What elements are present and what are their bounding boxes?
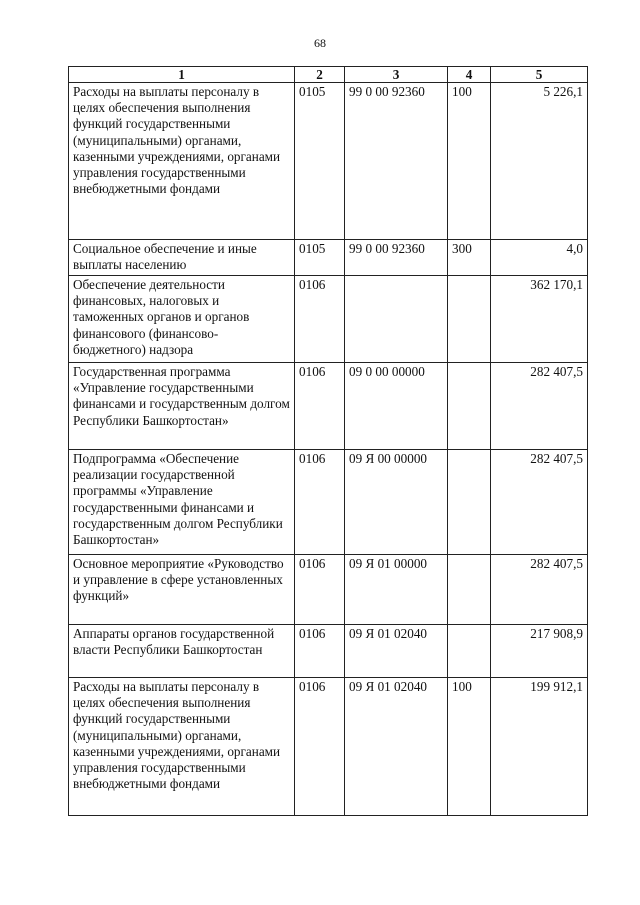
table-row: [69, 276, 588, 363]
row-name: Расходы на выплаты персоналу в целях обеспечения выполнения функций государственными (муниципальными) органами, казенными учреждениями, органами управления государственными внебюджетными фондами: [69, 678, 295, 816]
row-name: Основное мероприятие «Руководство и управление в сфере установленных функций»: [69, 555, 295, 625]
column-header-target: 3: [345, 67, 448, 83]
table-row: [69, 678, 588, 816]
row-section-code: 0106: [295, 555, 345, 625]
row-sum: 362 170,1: [491, 276, 588, 363]
row-name: Социальное обеспечение и иные выплаты населению: [69, 240, 295, 276]
row-section-code: 0106: [295, 276, 345, 363]
row-sum: 282 407,5: [491, 555, 588, 625]
row-section-code: 0105: [295, 83, 345, 240]
row-name: Обеспечение деятельности финансовых, налоговых и таможенных органов и органов финансового (финансово-бюджетного) надзора: [69, 276, 295, 363]
column-header-section: 2: [295, 67, 345, 83]
row-name: Подпрограмма «Обеспечение реализации государственной программы «Управление государственными финансами и государственным долгом Республики Башкортостан»: [69, 450, 295, 555]
row-name: Аппараты органов государственной власти Республики Башкортостан: [69, 625, 295, 678]
table-row: [69, 83, 588, 240]
table-row: [69, 240, 588, 276]
page-number: 68: [314, 36, 326, 50]
row-target-code: 99 0 00 92360: [345, 240, 448, 276]
budget-table: [68, 66, 588, 816]
row-sum: 282 407,5: [491, 363, 588, 450]
row-expense-kind: 100: [448, 83, 491, 240]
row-sum: 217 908,9: [491, 625, 588, 678]
row-name: Расходы на выплаты персоналу в целях обеспечения выполнения функций государственными (муниципальными) органами, казенными учреждениями, органами управления государственными внебюджетными фондами: [69, 83, 295, 240]
table-row: [69, 555, 588, 625]
column-header-kind: 4: [448, 67, 491, 83]
row-expense-kind: [448, 450, 491, 555]
column-header-name: 1: [69, 67, 295, 83]
row-section-code: 0105: [295, 240, 345, 276]
table-row: [69, 625, 588, 678]
row-expense-kind: 100: [448, 678, 491, 816]
column-header-sum: 5: [491, 67, 588, 83]
row-target-code: [345, 276, 448, 363]
row-section-code: 0106: [295, 625, 345, 678]
table-row: [69, 450, 588, 555]
row-expense-kind: 300: [448, 240, 491, 276]
row-section-code: 0106: [295, 678, 345, 816]
row-sum: 5 226,1: [491, 83, 588, 240]
row-sum: 4,0: [491, 240, 588, 276]
table-row: [69, 363, 588, 450]
row-target-code: 09 Я 01 00000: [345, 555, 448, 625]
table-header-row: [69, 67, 588, 83]
row-expense-kind: [448, 625, 491, 678]
row-section-code: 0106: [295, 450, 345, 555]
row-expense-kind: [448, 276, 491, 363]
row-sum: 282 407,5: [491, 450, 588, 555]
row-expense-kind: [448, 555, 491, 625]
row-name: Государственная программа «Управление государственными финансами и государственным долгом Республики Башкортостан»: [69, 363, 295, 450]
row-target-code: 09 Я 01 02040: [345, 678, 448, 816]
row-target-code: 09 Я 00 00000: [345, 450, 448, 555]
row-target-code: 09 Я 01 02040: [345, 625, 448, 678]
row-sum: 199 912,1: [491, 678, 588, 816]
row-target-code: 99 0 00 92360: [345, 83, 448, 240]
row-section-code: 0106: [295, 363, 345, 450]
row-target-code: 09 0 00 00000: [345, 363, 448, 450]
row-expense-kind: [448, 363, 491, 450]
